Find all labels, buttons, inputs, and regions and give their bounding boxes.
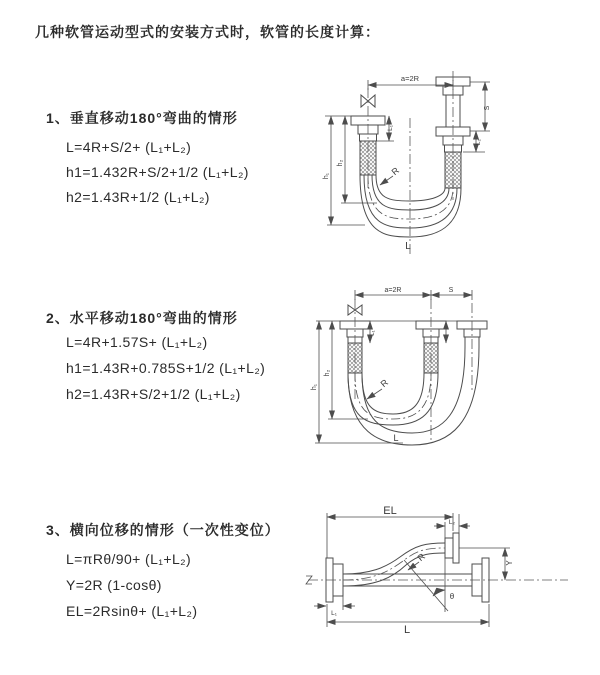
dim-label-l1: L₁	[370, 330, 376, 336]
section-1-heading: 1、垂直移动180°弯曲的情形	[46, 110, 238, 126]
dim-label-h1: h₁	[311, 383, 318, 391]
section-2-heading: 2、水平移动180°弯曲的情形	[46, 310, 238, 326]
dim-label-l1: L₁	[387, 125, 394, 131]
dim-label-s: S	[448, 287, 454, 294]
dim-label-l1: L₁	[331, 610, 337, 617]
dim-label-theta: θ	[449, 592, 455, 601]
dim-label-h2: h₂	[324, 369, 331, 377]
diagram-horizontal-180-bend	[308, 283, 538, 463]
section-3-formula-L: L=πRθ/90+ (L₁+L₂)	[66, 551, 192, 567]
dim-label-r: R	[389, 165, 402, 178]
dim-label-l-total: L	[393, 433, 399, 443]
section-1-formula-h2: h2=1.43R+1/2 (L₁+L₂)	[66, 189, 210, 205]
section-1-formula-L: L=4R+S/2+ (L₁+L₂)	[66, 139, 192, 155]
dim-label-y: Y	[505, 560, 514, 566]
section-2-formula-h2: h2=1.43R+S/2+1/2 (L₁+L₂)	[66, 386, 241, 402]
dim-label-l2: L₂	[475, 138, 482, 146]
section-2-formula-L: L=4R+1.57S+ (L₁+L₂)	[66, 334, 208, 350]
dim-label-l2: L₂	[448, 519, 456, 526]
section-3-heading: 3、横向位移的情形（一次性变位）	[46, 522, 280, 538]
section-3-formula-Y: Y=2R (1-cosθ)	[66, 577, 162, 593]
dim-label-r: R	[378, 377, 391, 390]
dim-label-h2: h₂	[337, 159, 344, 167]
section-1-formula-h1: h1=1.432R+S/2+1/2 (L₁+L₂)	[66, 164, 249, 180]
diagram-lateral-displacement	[300, 500, 600, 645]
dim-label-h1: h₁	[323, 172, 330, 180]
dim-label-el: EL	[383, 505, 397, 517]
dim-label-a2r: a=2R	[384, 287, 402, 294]
dim-label-a2r: a=2R	[400, 74, 420, 83]
dim-label-r: R	[415, 551, 428, 564]
dim-label-s: S	[484, 105, 491, 111]
diagram-vertical-180-bend	[315, 68, 600, 263]
dim-label-l-total: L	[405, 241, 411, 252]
page-title: 几种软管运动型式的安装方式时，软管的长度计算：	[35, 24, 380, 40]
section-2-formula-h1: h1=1.43R+0.785S+1/2 (L₁+L₂)	[66, 360, 266, 376]
section-3-formula-EL: EL=2Rsinθ+ (L₁+L₂)	[66, 603, 198, 619]
dim-label-l-total: L	[403, 624, 411, 636]
